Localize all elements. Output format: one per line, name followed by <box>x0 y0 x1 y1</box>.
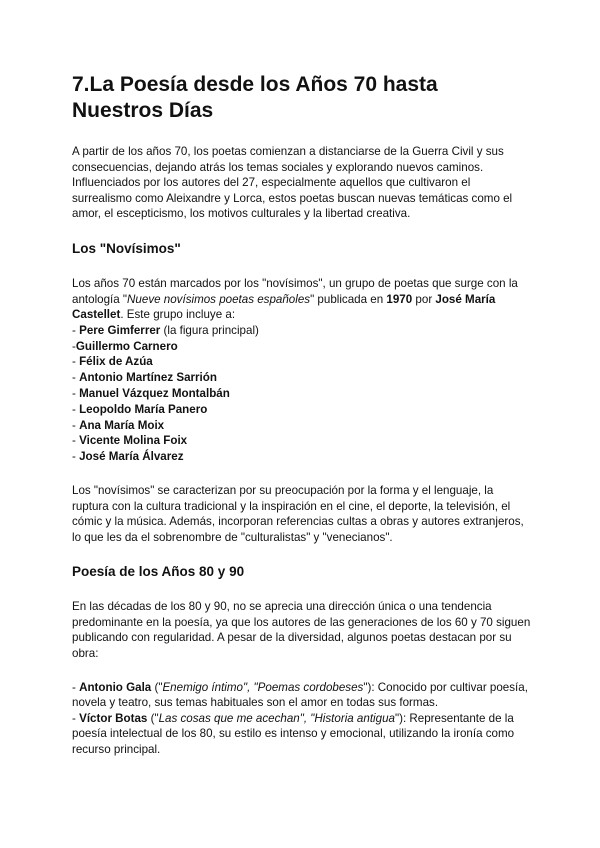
text-span: " publicada en <box>310 292 387 306</box>
anthology-title: Nueve novísimos poetas españoles <box>127 292 311 306</box>
list-item: -Guillermo Carnero <box>72 339 178 353</box>
poet-entry-gala: - Antonio Gala ("Enemigo íntimo", "Poemas cordobeses"): Conocido por cultivar poesía, novela y teatro, sus temas habituales son el amor en todas sus formas. <box>72 680 528 710</box>
poet-entry-botas: - Víctor Botas ("Las cosas que me acechan", "Historia antigua"): Representante de la poesía intelectual de los 80, su estilo es intenso y emocional, utilizando la ironía como recurso principal. <box>72 711 515 757</box>
intro-paragraph: A partir de los años 70, los poetas comienzan a distanciarse de la Guerra Civil y sus consecuencias, dejando atrás los temas sociales y explorando nuevos caminos. Influenciados por los autores del 27, especialmente aquellos que cultivaron el surrealismo como Aleixandre y Lorca, estos poetas buscan nuevas temáticas como el amor, el escepticismo, los motivos culturales y la libertad creativa. <box>72 145 513 221</box>
list-item: - Ana María Moix <box>72 418 165 432</box>
novisimos-paragraph <box>72 276 532 323</box>
novisimos-characteristics-paragraph: Los "novísimos" se caracterizan por su preocupación por la forma y el lenguaje, la ruptura con la cultura tradicional y la inspiración en el cine, el deporte, la televisión, el cómic y la música. Además, incorporan referencias cultas a obras y autores extranjeros, lo que les da el sobrenombre de "culturalistas" y "venecianos". <box>72 483 524 544</box>
anthology-year: 1970 <box>386 292 413 306</box>
list-item: - José María Álvarez <box>72 450 184 464</box>
anthology-author: José María Castellet <box>72 292 496 322</box>
text-span: Los años 70 están marcados por los "novísimos", un grupo de poetas que surge con la antología " <box>72 276 518 306</box>
list-item: - Antonio Martínez Sarrión <box>72 371 217 385</box>
section-heading-decades: Poesía de los Años 80 y 90 <box>72 564 245 580</box>
page-title: 7.La Poesía desde los Años 70 hasta Nuestros Días <box>72 73 438 122</box>
section-heading-novisimos: Los "Novísimos" <box>72 240 181 256</box>
list-item: - Pere Gimferrer (la figura principal) <box>72 323 259 337</box>
decades-paragraph: En las décadas de los 80 y 90, no se aprecia una dirección única o una tendencia predominante en la poesía, ya que los autores de las generaciones de los 60 y 70 siguen publicando con regularidad. A pesar de la diversidad, algunos poetas destacan por su obra: <box>72 600 531 661</box>
list-item: - Vicente Molina Foix <box>72 434 188 448</box>
text-span: por <box>412 292 436 306</box>
document-page <box>72 72 532 758</box>
novisimos-list <box>72 323 532 465</box>
text-span: . Este grupo incluye a: <box>120 308 236 322</box>
list-item: - Leopoldo María Panero <box>72 402 208 416</box>
list-item: - Manuel Vázquez Montalbán <box>72 386 230 400</box>
list-item: - Félix de Azúa <box>72 355 153 369</box>
